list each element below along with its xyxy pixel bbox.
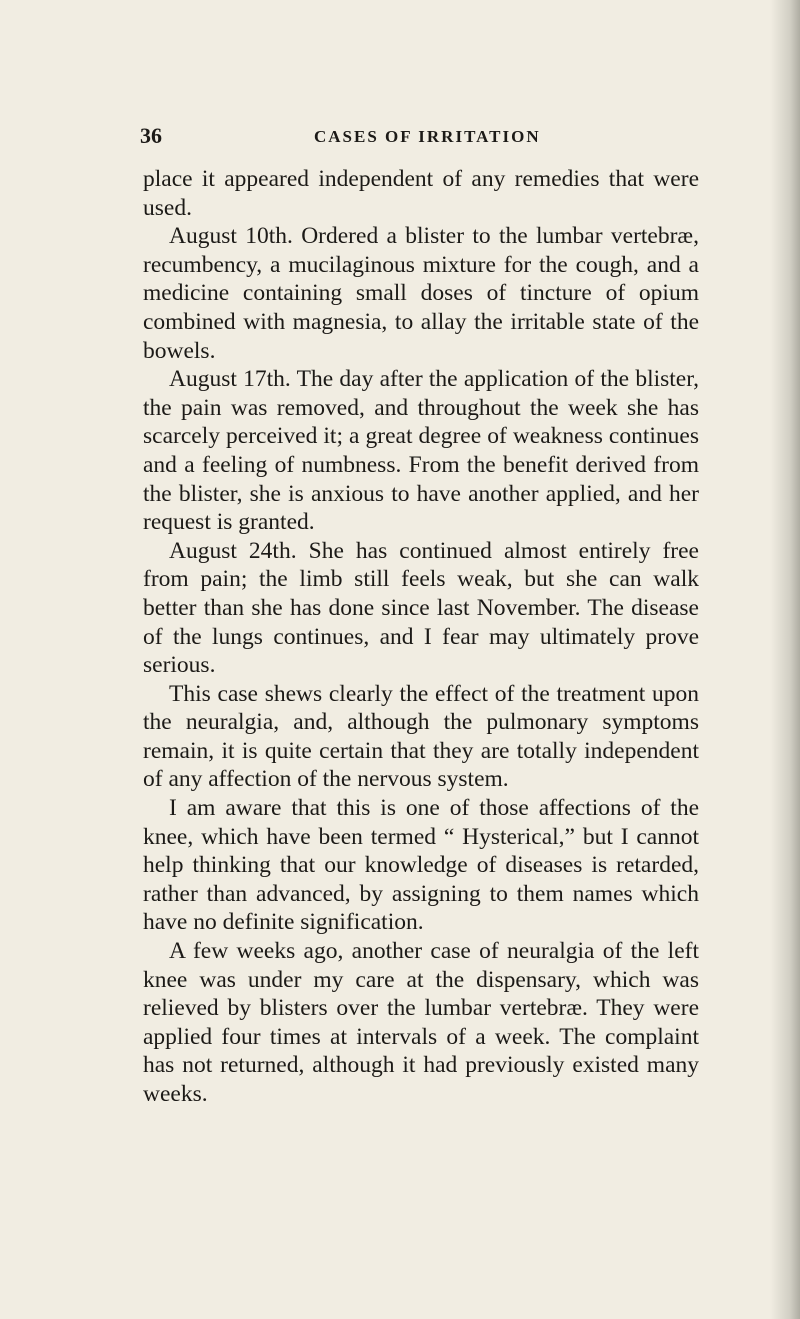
page-header bbox=[140, 123, 700, 153]
paragraph-august-17: August 17th. The day after the application of the blister, the pain was removed, and throughout the week she has scarcely perceived it; a great degree of weakness continues and a feeling of numbness. From the benefit derived from the blister, she is anxious to have another applied, and her request is granted. bbox=[143, 366, 699, 536]
paragraph-case-summary: This case shews clearly the effect of the treatment upon the neuralgia, and, although the pulmonary symptoms remain, it is quite certain that they are totally independent of any affection of the nervous system. bbox=[143, 680, 699, 793]
paragraph-hysterical: I am aware that this is one of those affections of the knee, which have been termed “ Hysterical,” but I cannot help thinking that our knowledge of diseases is retarded, rather than advanced, by assigning to them names which have no definite signification. bbox=[143, 795, 699, 936]
paragraph-august-24: August 24th. She has continued almost entirely free from pain; the limb still feels weak, but she can walk better than she has done since last November. The disease of the lungs continues, and I fear may ultimately prove serious. bbox=[143, 537, 699, 679]
paragraph-another-case: A few weeks ago, another case of neuralgia of the left knee was under my care at the dispensary, which was relieved by blisters over the lumbar vertebræ. They were applied four times at intervals of a week. The complaint has not returned, although it had previously existed many weeks. bbox=[143, 938, 699, 1107]
paragraph-continuation: place it appeared independent of any remedies that were used. bbox=[143, 166, 699, 221]
paragraph-august-10: August 10th. Ordered a blister to the lumbar vertebræ, recumbency, a mucilaginous mixture for the cough, and a medicine containing small doses of tincture of opium combined with magnesia, to allay the irritable state of the bowels. bbox=[143, 223, 699, 364]
body-text bbox=[143, 165, 699, 1109]
page-number: 36 bbox=[140, 123, 162, 148]
running-head: CASES OF IRRITATION bbox=[314, 127, 541, 146]
